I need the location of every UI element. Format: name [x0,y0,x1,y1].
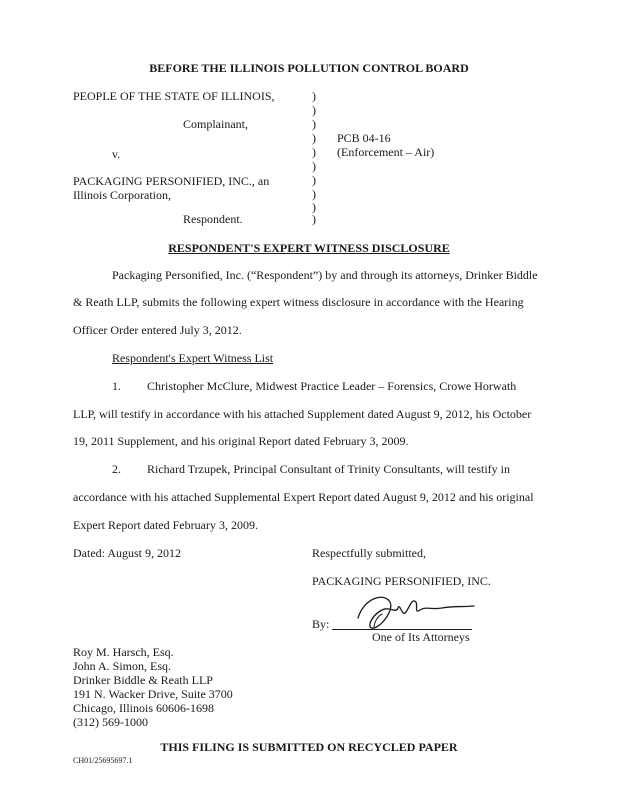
caption-paren: ) [312,117,316,131]
case-number: PCB 04-16 [337,131,391,145]
item-1-line-3: 19, 2011 Supplement, and his original Report dated February 3, 2009. [73,434,409,448]
versus-label: v. [112,147,121,161]
defendant-name-line2: Illinois Corporation, [73,188,171,202]
intro-line-3: Officer Order entered July 3, 2012. [73,323,242,337]
item-2-line-1: Richard Trzupek, Principal Consultant of Trinity Consultants, will testify in [147,462,511,476]
item-1-line-1: Christopher McClure, Midwest Practice Leader – Forensics, Crowe Horwath [147,379,517,393]
item-1-number: 1. [112,379,121,393]
counsel-line: Chicago, Illinois 60606-1698 [73,701,214,715]
court-title: BEFORE THE ILLINOIS POLLUTION CONTROL BOARD [149,61,469,75]
by-label: By: [312,617,330,631]
counsel-line: John A. Simon, Esq. [73,659,172,673]
defendant-role: Respondent. [183,212,243,226]
counsel-line: (312) 569-1000 [73,715,148,729]
caption-paren: ) [312,173,316,187]
signatory-role: One of Its Attorneys [372,630,470,644]
witness-list-heading: Respondent's Expert Witness List [112,351,274,365]
signing-party: PACKAGING PERSONIFIED, INC. [312,574,491,588]
counsel-line: 191 N. Wacker Drive, Suite 3700 [73,687,233,701]
caption-paren: ) [312,103,316,117]
plaintiff-role: Complainant, [183,117,248,131]
caption-paren: ) [312,131,316,145]
item-2-line-3: Expert Report dated February 3, 2009. [73,518,258,532]
document-title: RESPONDENT'S EXPERT WITNESS DISCLOSURE [168,241,450,255]
intro-line-2: & Reath LLP, submits the following expert witness disclosure in accordance with the Hearing [73,295,524,309]
defendant-name-line1: PACKAGING PERSONIFIED, INC., an [73,174,270,188]
item-1-line-2: LLP, will testify in accordance with his attached Supplement dated August 9, 2012, his October [73,407,532,421]
recycled-paper-notice: THIS FILING IS SUBMITTED ON RECYCLED PAPER [160,740,458,754]
counsel-line: Roy M. Harsch, Esq. [73,645,174,659]
caption-paren: ) [312,145,316,159]
document-id: CH01/25695697.1 [73,756,133,765]
case-type: (Enforcement – Air) [337,145,435,159]
caption-paren: ) [312,200,316,214]
caption-paren: ) [312,187,316,201]
caption-paren: ) [312,89,316,103]
signature-mark [352,588,482,632]
item-2-line-2: accordance with his attached Supplemental Expert Report dated August 9, 2012 and his original [73,490,534,504]
caption-paren: ) [312,212,316,226]
intro-line-1: Packaging Personified, Inc. (“Respondent”) by and through its attorneys, Drinker Biddle [112,268,538,282]
date-line: Dated: August 9, 2012 [73,546,181,560]
item-2-number: 2. [112,462,121,476]
respectfully-submitted: Respectfully submitted, [312,546,426,560]
caption-paren: ) [312,159,316,173]
counsel-line: Drinker Biddle & Reath LLP [73,673,213,687]
plaintiff-name: PEOPLE OF THE STATE OF ILLINOIS, [73,89,275,103]
